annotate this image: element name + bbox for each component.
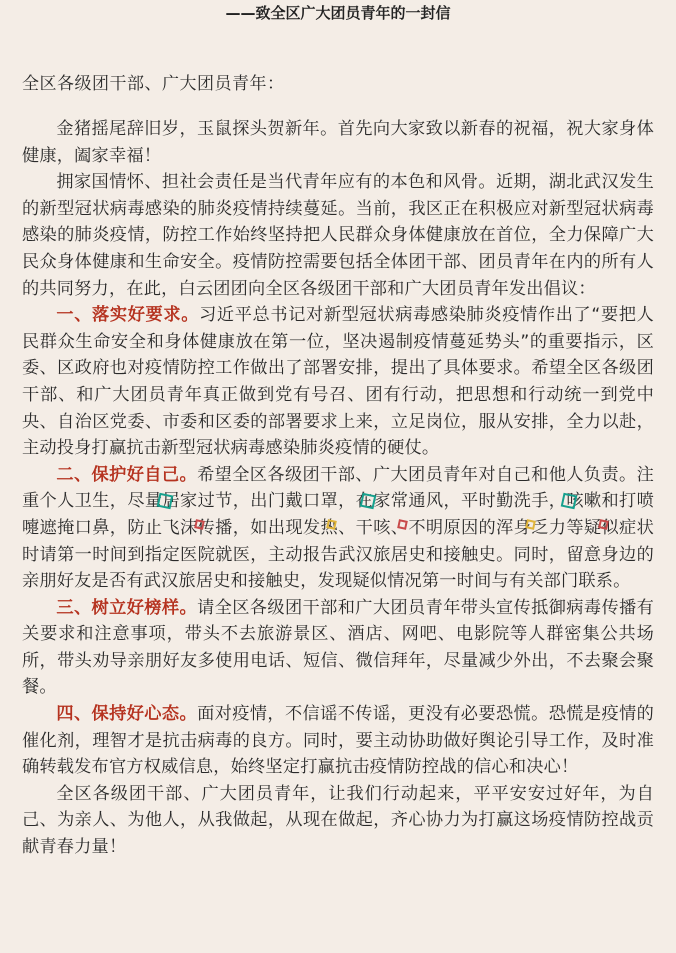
confetti-square-icon bbox=[326, 519, 337, 530]
paragraph-greeting: 金猪摇尾辞旧岁，玉鼠探头贺新年。首先向大家致以新春的祝福，祝大家身体健康，阖家幸福！ bbox=[22, 119, 654, 166]
letter-title: ——致全区广大团员青年的一封信 bbox=[225, 4, 451, 22]
confetti-square-icon bbox=[194, 519, 205, 530]
salutation: 全区各级团干部、广大团员青年： bbox=[22, 74, 285, 94]
confetti-square-icon bbox=[360, 493, 377, 510]
point-3-text: 请全区各级团干部和广大团员青年带头宣传抵御病毒传播有关要求和注意事项，带头不去旅游景区、酒店、网吧、电影院等人群密集公共场所，带头劝导亲朋好友多使用电话、短信、微信拜年，尽量减少外出，不去聚会聚餐。 bbox=[22, 597, 655, 698]
point-1-text: 习近平总书记对新型冠状病毒感染肺炎疫情作出了“要把人民群众生命安全和身体健康放在第一位，坚决遏制疫情蔓延势头”的重要指示，区委、区政府也对疫情防控工作做出了部署安排，提出了具体要求。希望全区各级团干部、和广大团员青年真正做到党有号召、团有行动，把思想和行动统一到党中央、自治区党委、市委和区委的部署要求上来，立足岗位，服从安排，全力以赴，主动投身打赢抗击新型冠状病毒感染肺炎疫情的硬仗。 bbox=[22, 305, 654, 459]
point-4-text: 面对疫情，不信谣不传谣，更没有必要恐慌。恐慌是疫情的催化剂，理智才是抗击病毒的良方。同时，要主动协助做好舆论引导工作，及时准确转载发布官方权威信息，始终坚定打赢抗击疫情防控战的信心和决心！ bbox=[22, 704, 655, 778]
paragraph-closing: 全区各级团干部、广大团员青年，让我们行动起来，平平安安过好年，为自己、为亲人、为他人，从我做起，从现在做起，齐心协力为打赢这场疫情防控战贡献青春力量！ bbox=[22, 783, 654, 858]
confetti-square-icon bbox=[598, 519, 609, 530]
point-2-text: 希望全区各级团干部、广大团员青年对自己和他人负责。注重个人卫生，尽量居家过节，出门戴口罩，在家常通风，平时勤洗手，咳嗽和打喷嚏遮掩口鼻，防止飞沫传播，如出现发热、干咳、不明原因的浑身乏力等疑似症状时请第一时间到指定医院就医，主动报告武汉旅居史和接触史。同时，留意身边的亲朋好友是否有武汉旅居史和接触史，发现疑似情况第一时间与有关部门联系。 bbox=[22, 464, 655, 592]
paragraph-point-3 bbox=[22, 595, 654, 701]
confetti-square-icon bbox=[397, 519, 408, 530]
point-2-heading: 二、保护好自己。 bbox=[56, 464, 198, 485]
point-4-heading: 四、保持好心态。 bbox=[56, 704, 198, 725]
point-3-heading: 三、树立好榜样。 bbox=[56, 597, 198, 618]
paragraph-point-1 bbox=[22, 302, 654, 462]
paragraph-point-4 bbox=[22, 701, 654, 781]
paragraph-point-2 bbox=[22, 462, 654, 595]
letter-body bbox=[22, 116, 654, 861]
confetti-square-icon bbox=[157, 493, 174, 510]
confetti-square-icon bbox=[561, 493, 578, 510]
point-1-heading: 一、落实好要求。 bbox=[56, 305, 200, 326]
paragraph-intro: 拥家国情怀、担社会责任是当代青年应有的本色和风骨。近期，湖北武汉发生的新型冠状病毒感染的肺炎疫情持续蔓延。当前，我区正在积极应对新型冠状病毒感染的肺炎疫情，防控工作始终坚持把人民群众身体健康放在首位，全力保障广大民众身体健康和生命安全。疫情防控需要包括全体团干部、团员青年在内的所有人的共同努力，在此，白云团团向全区各级团干部和广大团员青年发出倡议： bbox=[22, 172, 654, 299]
confetti-square-icon bbox=[525, 519, 536, 530]
